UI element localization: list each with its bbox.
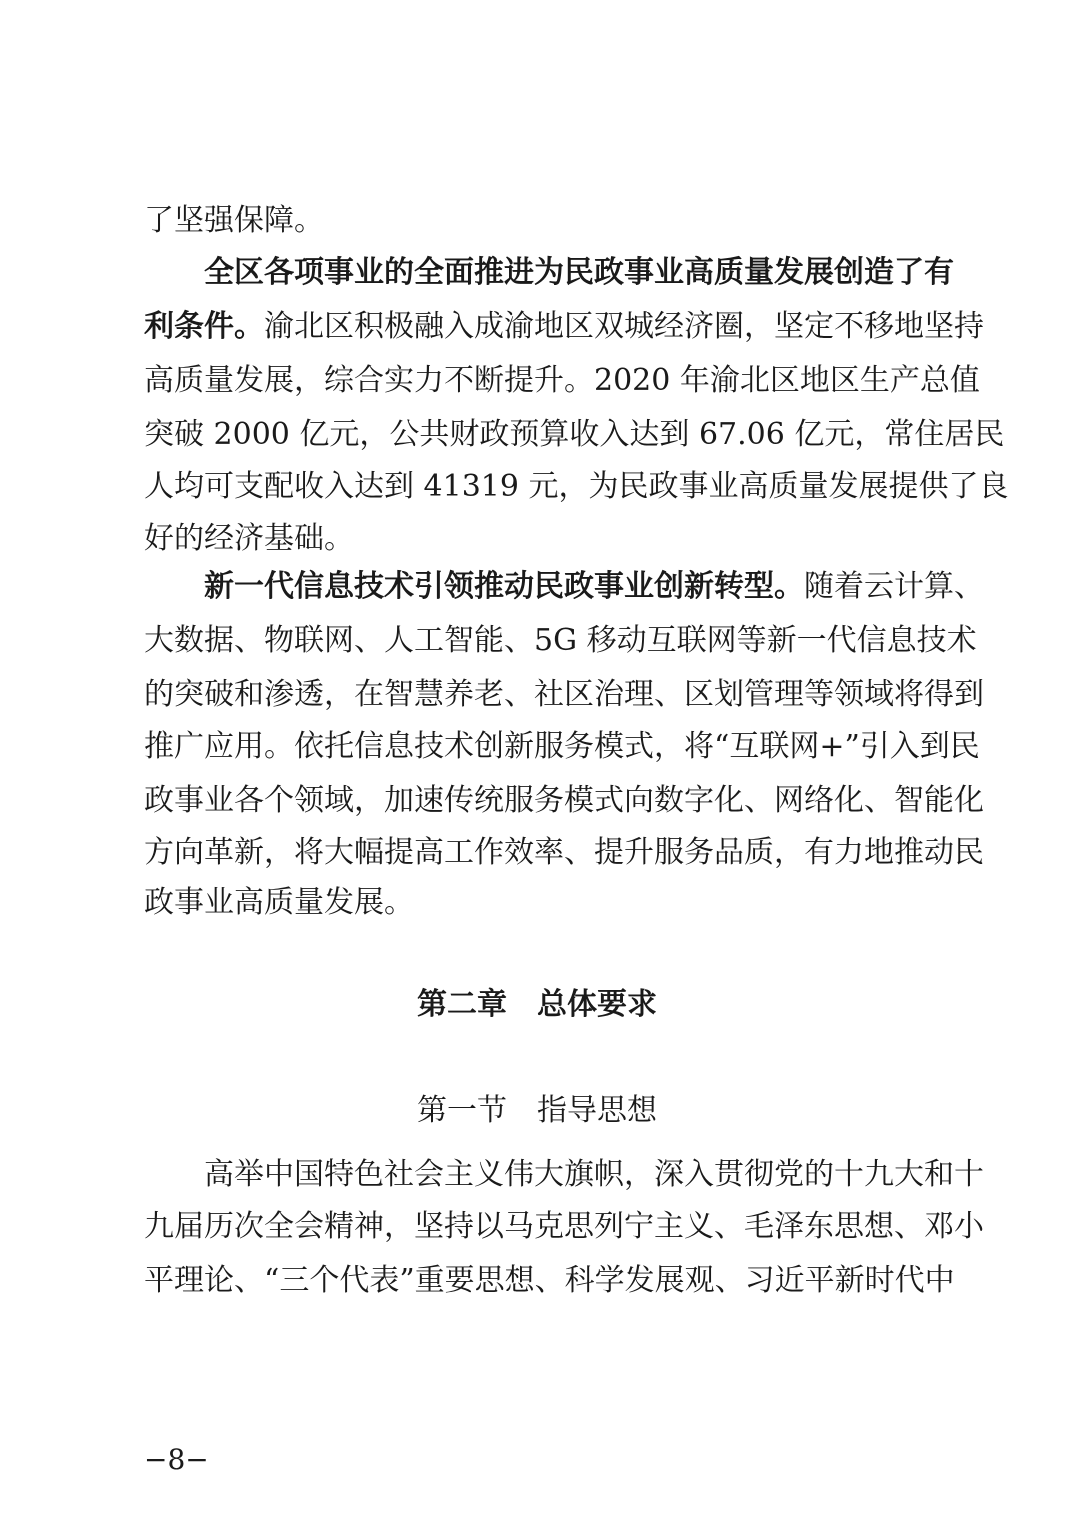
paragraph-lead-text: 利条件。	[144, 309, 264, 344]
paragraph-text: 渝北区积极融入成渝地区双城经济圈，坚定不移地坚持	[264, 309, 984, 344]
paragraph-line: 大数据、物联网、人工智能、5G 移动互联网等新一代信息技术	[144, 623, 977, 658]
paragraph-line: 推广应用。依托信息技术创新服务模式，将“互联网+”引入到民	[144, 729, 980, 764]
paragraph-line: 平理论、“三个代表”重要思想、科学发展观、习近平新时代中	[144, 1263, 955, 1298]
paragraph-lead-text: 全区各项事业的全面推进为民政事业高质量发展创造了有	[204, 255, 954, 290]
paragraph-line: 高举中国特色社会主义伟大旗帜，深入贯彻党的十九大和十	[204, 1157, 984, 1192]
paragraph-line: 高质量发展，综合实力不断提升。2020 年渝北区地区生产总值	[144, 363, 980, 398]
paragraph-line: 政事业高质量发展。	[144, 885, 414, 920]
paragraph-line: 好的经济基础。	[144, 521, 354, 556]
paragraph-line: 的突破和渗透，在智慧养老、社区治理、区划管理等领域将得到	[144, 677, 984, 712]
section-title: 第一节 指导思想	[417, 1093, 657, 1128]
paragraph-line: 人均可支配收入达到 41319 元，为民政事业高质量发展提供了良	[144, 469, 1009, 504]
chapter-title: 第二章 总体要求	[417, 987, 657, 1022]
paragraph-line	[144, 300, 984, 354]
paragraph-line: 突破 2000 亿元，公共财政预算收入达到 67.06 亿元，常住居民	[144, 417, 1005, 452]
paragraph-lead-line	[204, 246, 954, 300]
paragraph-line: 九届历次全会精神，坚持以马克思列宁主义、毛泽东思想、邓小	[144, 1209, 984, 1244]
paragraph-lead-text: 新一代信息技术引领推动民政事业创新转型。	[204, 569, 804, 604]
paragraph-lead-line	[204, 560, 984, 614]
paragraph-line: 政事业各个领域，加速传统服务模式向数字化、网络化、智能化	[144, 783, 984, 818]
page-number: −8−	[144, 1443, 209, 1476]
paragraph-line: 了坚强保障。	[144, 203, 324, 238]
paragraph-line: 方向革新，将大幅提高工作效率、提升服务品质，有力地推动民	[144, 835, 984, 870]
paragraph-text: 随着云计算、	[804, 569, 984, 604]
